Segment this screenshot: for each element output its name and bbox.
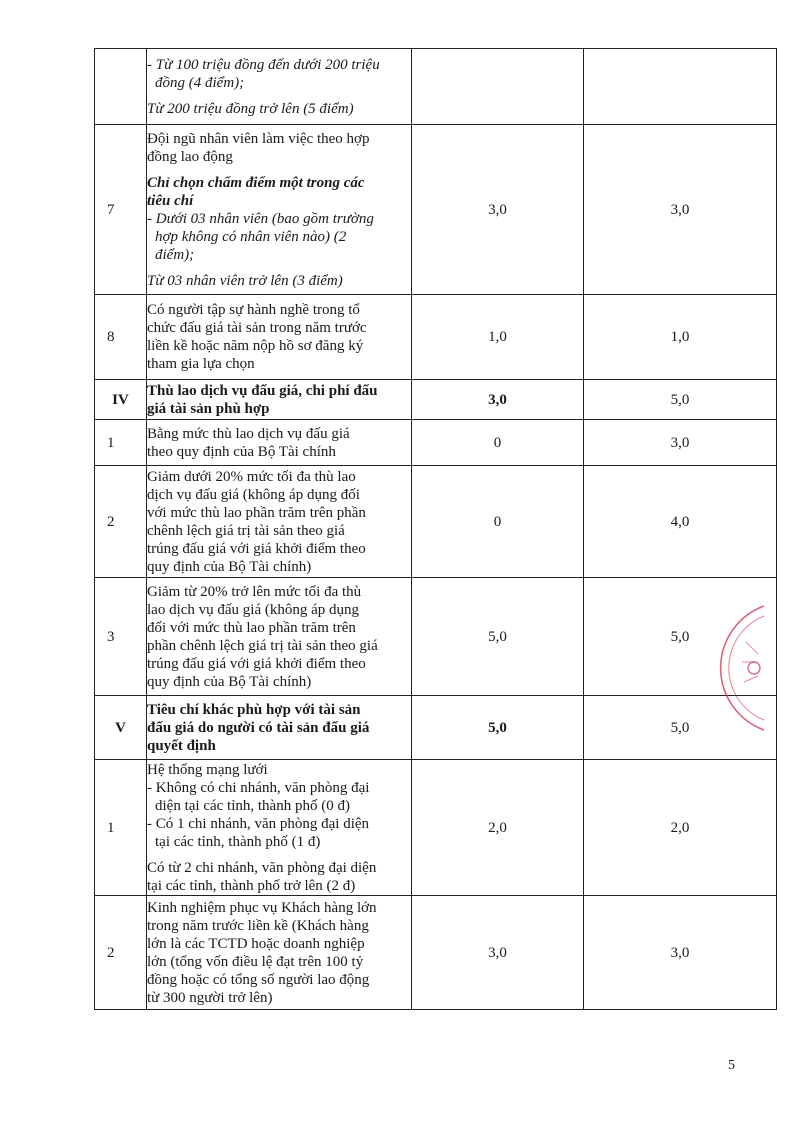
criteria-line: tại các tỉnh, thành phố trở lên (2 đ) [147, 877, 356, 894]
page-number: 5 [728, 1058, 735, 1073]
criteria-line: theo quy định của Bộ Tài chính [147, 443, 336, 460]
max-score-cell: 5,0 [584, 696, 777, 760]
row-index-cell: 2 [95, 896, 147, 1010]
scoring-table [94, 48, 777, 1010]
score-cell: 0 [412, 420, 584, 466]
score-cell: 3,0 [412, 896, 584, 1010]
max-score-cell: 3,0 [584, 420, 777, 466]
criteria-line: chức đấu giá tài sản trong năm trước [147, 320, 367, 336]
criteria-line: hợp không có nhân viên nào) (2 [155, 228, 347, 245]
criteria-row [95, 578, 777, 696]
red-seal-stamp [706, 602, 766, 734]
criteria-line: đồng hoặc có tổng số người lao động [147, 971, 370, 988]
criteria-row [95, 466, 777, 578]
score-cell: 5,0 [412, 696, 584, 760]
criteria-row [95, 896, 777, 1010]
scoring-table-body [95, 49, 777, 1010]
criteria-cell [147, 896, 412, 1010]
score-cell: 2,0 [412, 760, 584, 896]
score-cell: 1,0 [412, 295, 584, 380]
score-cell: 0 [412, 466, 584, 578]
row-index-cell: IV [95, 380, 147, 420]
criteria-line: diện tại các tỉnh, thành phố (0 đ) [155, 797, 350, 814]
criteria-line: lớn là các TCTD hoặc doanh nghiệp [147, 935, 365, 952]
criteria-line: Hệ thống mạng lưới [147, 761, 268, 778]
criteria-row [95, 125, 777, 295]
criteria-line: tham gia lựa chọn [147, 356, 255, 372]
line-gap [147, 264, 411, 272]
criteria-cell [147, 578, 412, 696]
criteria-line: trong năm trước liền kề (Khách hàng [147, 917, 369, 934]
criteria-row [95, 420, 777, 466]
criteria-line: trúng đấu giá với giá khởi điểm theo [147, 655, 366, 672]
criteria-cell [147, 380, 412, 420]
criteria-line: tiêu chí [147, 192, 194, 209]
criteria-line: trúng đấu giá với giá khởi điểm theo [147, 540, 366, 557]
criteria-line: Bằng mức thù lao dịch vụ đấu giá [147, 425, 350, 442]
criteria-cell [147, 295, 412, 380]
criteria-line: đối với mức thù lao phần trăm trên [147, 619, 356, 636]
max-score-cell [584, 49, 777, 125]
criteria-line: Giảm dưới 20% mức tối đa thù lao [147, 468, 356, 485]
criteria-line: phần chênh lệch giá trị tài sản theo giá [147, 637, 378, 654]
criteria-line: Từ 03 nhân viên trở lên (3 điểm) [147, 272, 343, 289]
section-row [95, 380, 777, 420]
row-index-cell: 8 [95, 295, 147, 380]
criteria-row [95, 49, 777, 125]
criteria-cell [147, 125, 412, 295]
criteria-line: - Có 1 chi nhánh, văn phòng đại diện [147, 815, 370, 832]
criteria-line: - Dưới 03 nhân viên (bao gồm trường [147, 210, 374, 227]
criteria-line: quy định của Bộ Tài chính) [147, 558, 312, 575]
row-index-cell: 2 [95, 466, 147, 578]
criteria-cell [147, 49, 412, 125]
criteria-line: liền kề hoặc năm nộp hồ sơ đăng ký [147, 338, 364, 354]
score-cell: 3,0 [412, 125, 584, 295]
max-score-cell: 1,0 [584, 295, 777, 380]
criteria-line: Có từ 2 chi nhánh, văn phòng đại diện [147, 859, 377, 876]
max-score-cell: 3,0 [584, 896, 777, 1010]
section-row [95, 696, 777, 760]
max-score-cell: 5,0 [584, 578, 777, 696]
criteria-line: tại các tỉnh, thành phố (1 đ) [155, 833, 321, 850]
criteria-line: Giảm từ 20% trở lên mức tối đa thù [147, 583, 362, 600]
criteria-line: quy định của Bộ Tài chính) [147, 673, 312, 690]
row-index-cell: 1 [95, 760, 147, 896]
criteria-line: - Từ 100 triệu đồng đến dưới 200 triệu [147, 56, 380, 73]
criteria-line: - Không có chi nhánh, văn phòng đại [147, 779, 370, 796]
line-gap [147, 166, 411, 174]
criteria-line: giá tài sản phù hợp [147, 400, 270, 417]
criteria-line: Kinh nghiệm phục vụ Khách hàng lớn [147, 899, 377, 916]
criteria-line: đồng (4 điểm); [155, 74, 245, 91]
row-index-cell: 7 [95, 125, 147, 295]
criteria-line: quyết định [147, 737, 216, 754]
row-index-cell [95, 49, 147, 125]
criteria-row [95, 295, 777, 380]
criteria-cell [147, 420, 412, 466]
line-gap [147, 92, 411, 100]
max-score-cell: 3,0 [584, 125, 777, 295]
criteria-line: chênh lệch giá trị tài sản theo giá [147, 522, 345, 539]
criteria-line: dịch vụ đấu giá (không áp dụng đối [147, 486, 360, 503]
criteria-line: Có người tập sự hành nghề trong tổ [147, 302, 360, 318]
criteria-line: với mức thù lao phần trăm trên phần [147, 504, 366, 521]
row-index-cell: 3 [95, 578, 147, 696]
line-gap [147, 851, 411, 859]
criteria-cell [147, 760, 412, 896]
max-score-cell: 2,0 [584, 760, 777, 896]
criteria-line: lớn (tổng vốn điều lệ đạt trên 100 tỷ [147, 953, 364, 970]
row-index-cell: V [95, 696, 147, 760]
score-cell [412, 49, 584, 125]
criteria-line: đồng lao động [147, 148, 233, 165]
max-score-cell: 5,0 [584, 380, 777, 420]
criteria-line: Tiêu chí khác phù hợp với tài sản [147, 701, 361, 718]
criteria-line: Chỉ chọn chấm điểm một trong các [147, 174, 365, 191]
criteria-cell [147, 466, 412, 578]
criteria-line: lao dịch vụ đấu giá (không áp dụng [147, 601, 360, 618]
row-index-cell: 1 [95, 420, 147, 466]
criteria-row [95, 760, 777, 896]
criteria-line: Từ 200 triệu đồng trở lên (5 điểm) [147, 100, 354, 117]
max-score-cell: 4,0 [584, 466, 777, 578]
score-cell: 3,0 [412, 380, 584, 420]
criteria-line: đấu giá do người có tài sản đấu giá [147, 719, 370, 736]
criteria-cell [147, 696, 412, 760]
criteria-line: từ 300 người trở lên) [147, 989, 273, 1006]
criteria-line: Thù lao dịch vụ đấu giá, chi phí đấu [147, 382, 378, 399]
criteria-line: điểm); [155, 246, 195, 263]
score-cell: 5,0 [412, 578, 584, 696]
criteria-line: Đội ngũ nhân viên làm việc theo hợp [147, 130, 370, 147]
